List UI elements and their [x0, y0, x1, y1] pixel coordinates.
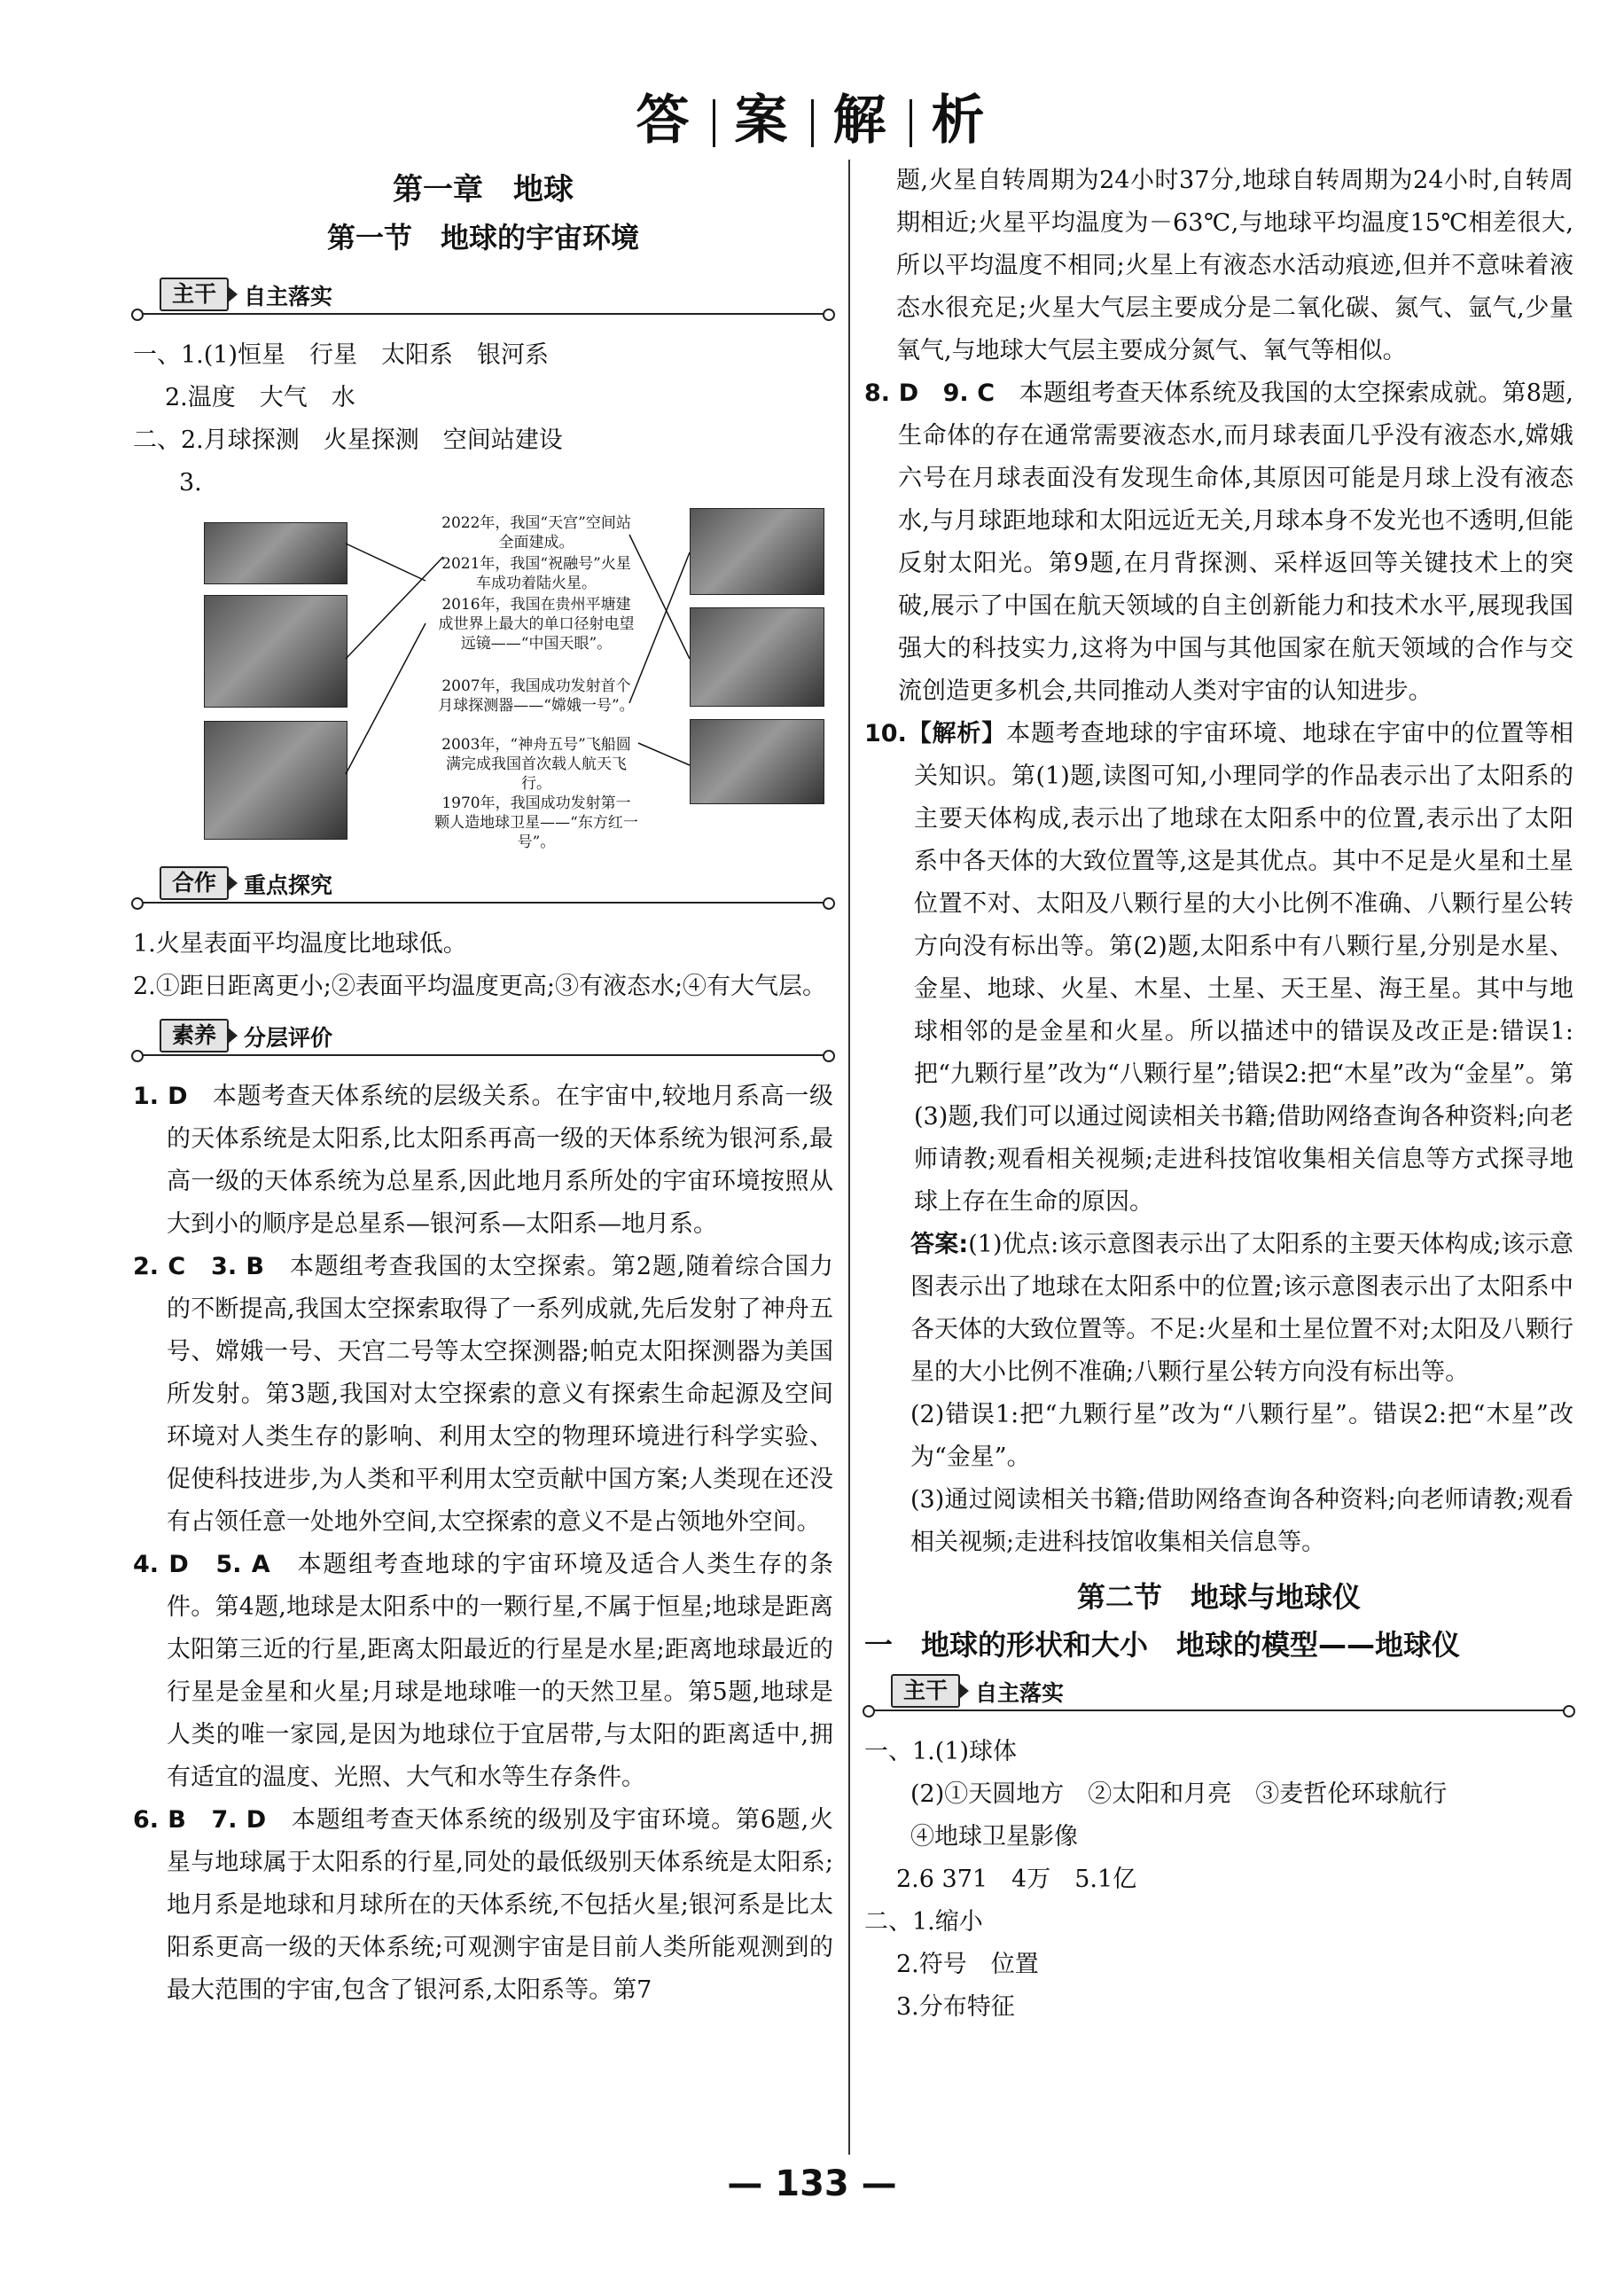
figure-caption: 2016年，我国在贵州平塘建成世界上最大的单口径射电望远镜——“中国天眼”。 — [438, 596, 635, 653]
answer-line: 一、1.(1)恒星 行星 太阳系 银河系 — [133, 341, 550, 369]
section-heading: 第二节 地球与地球仪 — [1076, 1580, 1361, 1614]
answer-line: 2.温度 大气 水 — [165, 384, 355, 411]
explanation-text: 本题考查地球的宇宙环境、地球在宇宙中的位置等相关知识。第(1)题,读图可知,小理同学的作品表示出了太阳系的主要天体构成,表示出了地球在太阳系中的位置,表示出了太阳系中各天体的大致位置等,这是其优点。其中不足是火星和土星位置不对、太阳及八颗行星的大小比例不准确、八颗行星公转方向没有标出等。第(2)题,太阳系中有八颗行星,分别是水星、金星、地球、火星、木星、土星、天王星、海王星。其中与地球相邻的是金星和火星。所以描述中的错误及改正是:错误1:把“九颗行星”改为“八颗行星”;错误2:把“木星”改为“金星”。第(3)题,我们可以通过阅读相关书籍;借助网络查询各种资料;向老师请教;观看相关视频;走进科技馆收集相关信息等方式探寻地球上存在生命的原因。 — [914, 720, 1573, 1216]
page-number: — 133 — — [727, 2163, 897, 2204]
question-answer — [133, 1544, 833, 1799]
figure-caption: 2021年，我国“祝融号”火星车成功着陆火星。 — [441, 555, 631, 592]
answer-line: 2.6 371 4万 5.1亿 — [896, 1866, 1137, 1893]
section-label: 自主落实 — [975, 1680, 1065, 1706]
title-char: 答 — [636, 90, 693, 152]
question-number: 1. D — [133, 1083, 188, 1110]
section-banner-main — [864, 1672, 1573, 1713]
title-separator — [713, 99, 715, 147]
section-tag: 主干 — [160, 278, 229, 311]
answer-line: 二、2.月球探测 火星探测 空间站建设 — [133, 426, 563, 454]
answer-line: 1.火星表面平均温度比地球低。 — [133, 930, 467, 958]
explanation-text: 本题组考查天体系统及我国的太空探索成就。第8题,生命体的存在通常需要液态水,而月球表面几乎没有液态水,嫦娥六号在月球表面没有发现生命体,其原因可能是月球上没有液态水,与月球距地球和太阳远近无关,月球本身不发光也不透明,但能反射太阳光。第9题,在月背探测、采样返回等关键技术上的突破,展示了中国在航天领域的自主创新能力和技术水平,展现我国强大的科技实力,这将为中国与其他国家在航天领域的合作与交流创造更多机会,共同推动人类对宇宙的认知进步。 — [898, 379, 1574, 705]
question-answer — [133, 1246, 833, 1544]
question-answer — [864, 372, 1573, 713]
section-rule — [871, 1710, 1566, 1711]
section-label: 分层评价 — [244, 1025, 333, 1051]
section-banner-main — [133, 276, 833, 317]
space-exploration-figure — [133, 508, 833, 854]
question-number: 10.【解析】 — [864, 720, 1007, 747]
question-number: 4. D 5. A — [133, 1551, 270, 1578]
question-number: 2. C 3. B — [133, 1253, 264, 1280]
answer-line: 2.①距日距离更小;②表面平均温度更高;③有液态水;④有大气层。 — [133, 973, 827, 1000]
figure-caption: 1970年，我国成功发射第一颗人造地球卫星——“东方红一号”。 — [434, 794, 638, 851]
section-tag: 合作 — [160, 866, 229, 900]
explanation-text: 本题组考查我国的太空探索。第2题,随着综合国力的不断提高,我国太空探索取得了一系列成就,先后发射了神舟五号、嫦娥一号、天宫二号等太空探测器;帕克太阳探测器为美国所发射。第3题,我国对太空探索的意义有探索生命起源及空间环境对人类生存的影响、利用太空的物理环境进行科学实验、促使科技进步,为人类和平利用太空贡献中国方案;人类现在还没有占领任意一处地外空间,太空探索的意义不是占领地外空间。 — [167, 1253, 834, 1536]
figure-caption: 2003年，“神舟五号”飞船圆满完成我国首次载人航天飞行。 — [441, 736, 631, 793]
section-heading: 第一节 地球的宇宙环境 — [326, 221, 639, 254]
explanation-text: 本题组考查地球的宇宙环境及适合人类生存的条件。第4题,地球是太阳系中的一颗行星,不属于恒星;地球是距离太阳第三近的行星,距离太阳最近的行星是水星;距离地球最近的行星是金星和火星;月球是地球唯一的天然卫星。第5题,地球是人类的唯一家园,是因为地球位于宜居带,与太阳的距离适中,拥有适宜的温度、光照、大气和水等生存条件。 — [167, 1551, 834, 1791]
answer-block — [864, 1224, 1573, 1394]
left-column — [133, 160, 833, 2012]
question-answer — [133, 1799, 833, 2012]
answer-text: (1)优点:该示意图表示出了太阳系的主要天体构成;该示意图表示出了地球在太阳系中的位置;该示意图表示出了太阳系中各天体的大致位置等。不足:火星和土星位置不对;太阳及八颗行星的大小比例不准确;八颗行星公转方向没有标出等。 — [910, 1231, 1573, 1386]
answer-line: 2.符号 位置 — [896, 1951, 1039, 1978]
subsection-heading: 一 地球的形状和大小 地球的模型——地球仪 — [864, 1628, 1461, 1662]
page-title — [0, 78, 1624, 154]
answer-text: (3)通过阅读相关书籍;借助网络查询各种资料;向老师请教;观看相关视频;走进科技馆收集相关信息等。 — [910, 1486, 1573, 1556]
answer-label: 答案: — [910, 1231, 969, 1258]
answer-line: 二、1.缩小 — [864, 1908, 983, 1936]
section-banner-explore — [133, 865, 833, 905]
answer-line: (2)①天圆地方 ②太阳和月亮 ③麦哲伦环球航行 — [910, 1780, 1448, 1808]
question-number: 8. D 9. C — [864, 379, 995, 407]
question-number: 6. B 7. D — [133, 1806, 267, 1834]
section-label: 重点探究 — [244, 872, 333, 898]
answer-line: ④地球卫星影像 — [910, 1823, 1078, 1850]
explanation-text: 本题组考查天体系统的级别及宇宙环境。第6题,火星与地球属于太阳系的行星,同处的最低级别天体系统是太阳系;地月系是地球和月球所在的天体系统,不包括火星;银河系是比太阳系更高一级的天体系统;可观测宇宙是目前人类所能观测到的最大范围的宇宙,包含了银河系,太阳系等。第7 — [167, 1806, 833, 2004]
question-answer — [864, 713, 1573, 1224]
answer-line: 一、1.(1)球体 — [864, 1738, 1018, 1765]
right-column — [864, 160, 1573, 2029]
answer-line: 3.分布特征 — [896, 1993, 1015, 2021]
section-tag: 素养 — [160, 1019, 229, 1052]
answer-line: 3. — [179, 469, 202, 497]
title-separator — [811, 99, 814, 147]
explanation-text: 本题考查天体系统的层级关系。在宇宙中,较地月系高一级的天体系统是太阳系,比太阳系再高一级的天体系统为银河系,最高一级的天体系统为总星系,因此地月系所处的宇宙环境按照从大到小的顺序是总星系—银河系—太阳系—地月系。 — [167, 1083, 834, 1238]
section-rule — [140, 902, 826, 904]
section-rule — [140, 1054, 826, 1056]
section-label: 自主落实 — [244, 284, 333, 309]
title-char: 解 — [832, 90, 890, 152]
column-divider — [848, 160, 850, 2155]
title-char: 案 — [734, 90, 792, 152]
chapter-heading: 第一章 地球 — [393, 172, 574, 207]
answer-text: (2)错误1:把“九颗行星”改为“八颗行星”。错误2:把“木星”改为“金星”。 — [910, 1401, 1573, 1471]
title-separator — [910, 99, 912, 147]
explanation-text: 题,火星自转周期为24小时37分,地球自转周期为24小时,自转周期相近;火星平均温度为－63℃,与地球平均温度15℃相差很大,所以平均温度不相同;火星上有液态水活动痕迹,但并不意味着液态水很充足;火星大气层主要成分是二氧化碳、氮气、氩气,少量氧气,与地球大气层主要成分氮气、氧气等相似。 — [896, 167, 1573, 364]
section-rule — [140, 313, 826, 315]
title-char: 析 — [931, 90, 988, 152]
section-tag: 主干 — [891, 1674, 960, 1708]
section-banner-evaluate — [133, 1017, 833, 1058]
figure-caption: 2007年，我国成功发射首个月球探测器——“嫦娥一号”。 — [438, 677, 635, 715]
figure-caption: 2022年，我国“天宫”空间站全面建成。 — [441, 514, 631, 552]
question-answer — [133, 1076, 833, 1246]
